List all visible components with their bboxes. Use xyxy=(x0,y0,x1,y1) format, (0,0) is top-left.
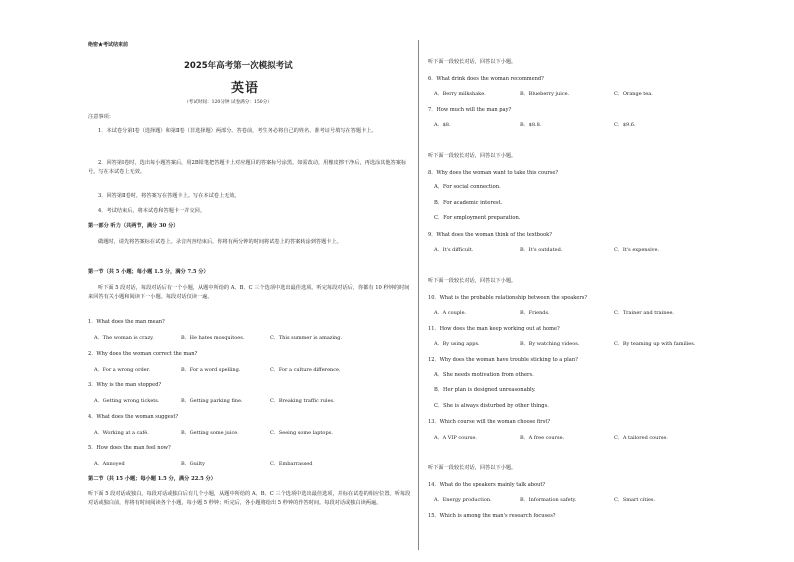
option-c: C．For a culture difference. xyxy=(270,367,341,373)
option-c: C．Smart cities. xyxy=(614,497,656,503)
option-c: C．$9.6. xyxy=(614,122,636,128)
option-a: A．For a wrong order. xyxy=(94,367,151,373)
notice-item-1: 1．本试卷分第Ⅰ卷（选择题）和第Ⅱ卷（非选择题）两部分。答卷前，考生务必将自己的姓名、准考证号填写在答题卡上。 xyxy=(98,128,377,134)
option-c: C．Orange tea. xyxy=(614,91,653,97)
option-a: A．A couple. xyxy=(434,310,467,316)
question-9: 9．What does the woman think of the textbook? xyxy=(428,232,552,238)
question-12-option-a: A．She needs motivation from others. xyxy=(434,372,534,378)
option-c: C．Seeing some laptops. xyxy=(270,430,333,436)
option-c: C．A tailored course. xyxy=(614,435,668,441)
option-b: B．By watching videos. xyxy=(520,341,580,347)
secret-label: 绝密★考试结束前 xyxy=(88,42,129,48)
question-6: 6．What drink does the woman recommend? xyxy=(428,76,544,82)
subject-title: 英语 xyxy=(231,81,260,96)
question-8-option-b: B．For academic interest. xyxy=(434,200,503,206)
question-11: 11．How does the man keep working out at home? xyxy=(428,326,560,332)
part1-heading: 第一部分 听力（共两节，满分 30 分） xyxy=(88,223,179,229)
exam-info: （考试时间：120分钟 试卷满分：150分） xyxy=(184,100,272,105)
group-14-15-lead: 听下面一段较长对话，回答以下小题。 xyxy=(428,465,517,471)
section2-intro: 听下面 5 段对话或独白。每段对话或独白后有几个小题，从题中所给的 A、B、C 三个选项中选出最佳选项，并标在试卷的相应位置。听每段对话或独白前，你将有时间阅读各个小题，每小题 5 秒钟；听完后，各小题将给出 5 秒钟的作答时间。每段对话或独白读两遍。 xyxy=(88,491,411,506)
question-2: 2．Why does the woman correct the man? xyxy=(88,351,198,357)
question-4: 4．What does the woman suggest? xyxy=(88,414,179,420)
option-c: C．It's expensive. xyxy=(614,247,660,253)
section1-intro: 听下面 5 段对话，每段对话后有一个小题，从题中所给的 A、B、C 三个选项中选出最佳选项。听完每段对话后，你都有 10 秒钟的时间来回答有关小题和阅读下一小题。每段对话仅读一遍。 xyxy=(88,285,410,300)
option-c: C．Trainer and trainee. xyxy=(614,310,674,316)
option-a: A．The woman is crazy. xyxy=(94,335,154,341)
option-a: A．It's difficult. xyxy=(434,247,474,253)
notice-item-3: 3．回答第Ⅱ卷时，将答案写在答题卡上。写在本试卷上无效。 xyxy=(98,193,240,199)
option-b: B．A free course. xyxy=(520,435,565,441)
question-12-option-b: B．Her plan is designed unreasonably. xyxy=(434,387,536,393)
question-15: 15．Which is among the man's research focuses? xyxy=(428,513,556,519)
option-a: A．Getting wrong tickets. xyxy=(94,398,160,404)
option-b: B．Information safety. xyxy=(520,497,577,503)
question-12: 12．Why does the woman have trouble sticking to a plan? xyxy=(428,357,578,363)
option-c: C．By teaming up with families. xyxy=(614,341,696,347)
question-8: 8．Why does the woman want to take this course? xyxy=(428,170,559,176)
group-8-9-lead: 听下面一段较长对话，回答以下小题。 xyxy=(428,153,517,159)
notice-item-2: 2．回答第Ⅰ卷时，选出每小题答案后，用2B铅笔把答题卡上对应题目的答案标号涂黑。如需改动，用橡皮擦干净后，再选涂其他答案标号。写在本试卷上无效。 xyxy=(88,160,407,175)
option-b: B．Friends. xyxy=(520,310,550,316)
option-a: A．Annoyed xyxy=(94,461,125,467)
group-10-13-lead: 听下面一段较长对话，回答以下小题。 xyxy=(428,278,517,284)
section1-heading: 第一节（共 5 小题；每小题 1.5 分，满分 7.5 分） xyxy=(88,269,209,275)
option-b: B．Getting parking fine. xyxy=(181,398,243,404)
exam-title: 2025年高考第一次模拟考试 xyxy=(184,61,293,71)
question-14: 14．What do the speakers mainly talk about? xyxy=(428,482,546,488)
group-6-7-lead: 听下面一段较长对话，回答以下小题。 xyxy=(428,59,517,65)
option-b: B．$8.8. xyxy=(520,122,542,128)
question-5: 5．How does the man feel now? xyxy=(88,445,171,451)
option-b: B．Getting some juice. xyxy=(181,430,239,436)
option-a: A．Working at a café. xyxy=(94,430,149,436)
option-b: B．It's outdated. xyxy=(520,247,563,253)
option-a: A．By using apps. xyxy=(434,341,480,347)
section2-heading: 第二节（共 15 小题；每小题 1.5 分，满分 22.5 分） xyxy=(88,476,216,482)
option-a: A．$8. xyxy=(434,122,451,128)
option-c: C．This summer is amazing. xyxy=(270,335,343,341)
option-c: C．Embarrassed xyxy=(270,461,313,467)
question-3: 3．Why is the man stopped? xyxy=(88,382,162,388)
column-divider xyxy=(418,40,419,550)
option-b: B．He hates mosquitoes. xyxy=(181,335,245,341)
option-c: C．Breaking traffic rules. xyxy=(270,398,335,404)
question-8-option-c: C．For employment preparation. xyxy=(434,215,521,221)
option-b: B．For a word spelling. xyxy=(181,367,241,373)
part1-intro: 做题时，请先将答案标在试卷上。录音内容结束后，你将有两分钟的时间将试卷上的答案转涂到答题卡上。 xyxy=(98,239,342,245)
notice-heading: 注意事项： xyxy=(88,114,114,120)
option-b: B．Blueberry juice. xyxy=(520,91,570,97)
question-13: 13．Which course will the woman choose first? xyxy=(428,419,551,425)
question-7: 7．How much will the man pay? xyxy=(428,107,512,113)
question-1: 1．What does the man mean? xyxy=(88,319,165,325)
question-10: 10．What is the probable relationship between the speakers? xyxy=(428,295,588,301)
option-a: A．A VIP course. xyxy=(434,435,477,441)
option-a: A．Energy production. xyxy=(434,497,492,503)
option-b: B．Guilty xyxy=(181,461,205,467)
notice-item-4: 4．考试结束后，将本试卷和答题卡一并交回。 xyxy=(98,208,206,214)
option-a: A．Berry milkshake. xyxy=(434,91,486,97)
question-12-option-c: C．She is always disturbed by other things. xyxy=(434,403,549,409)
question-8-option-a: A．For social connection. xyxy=(434,184,501,190)
